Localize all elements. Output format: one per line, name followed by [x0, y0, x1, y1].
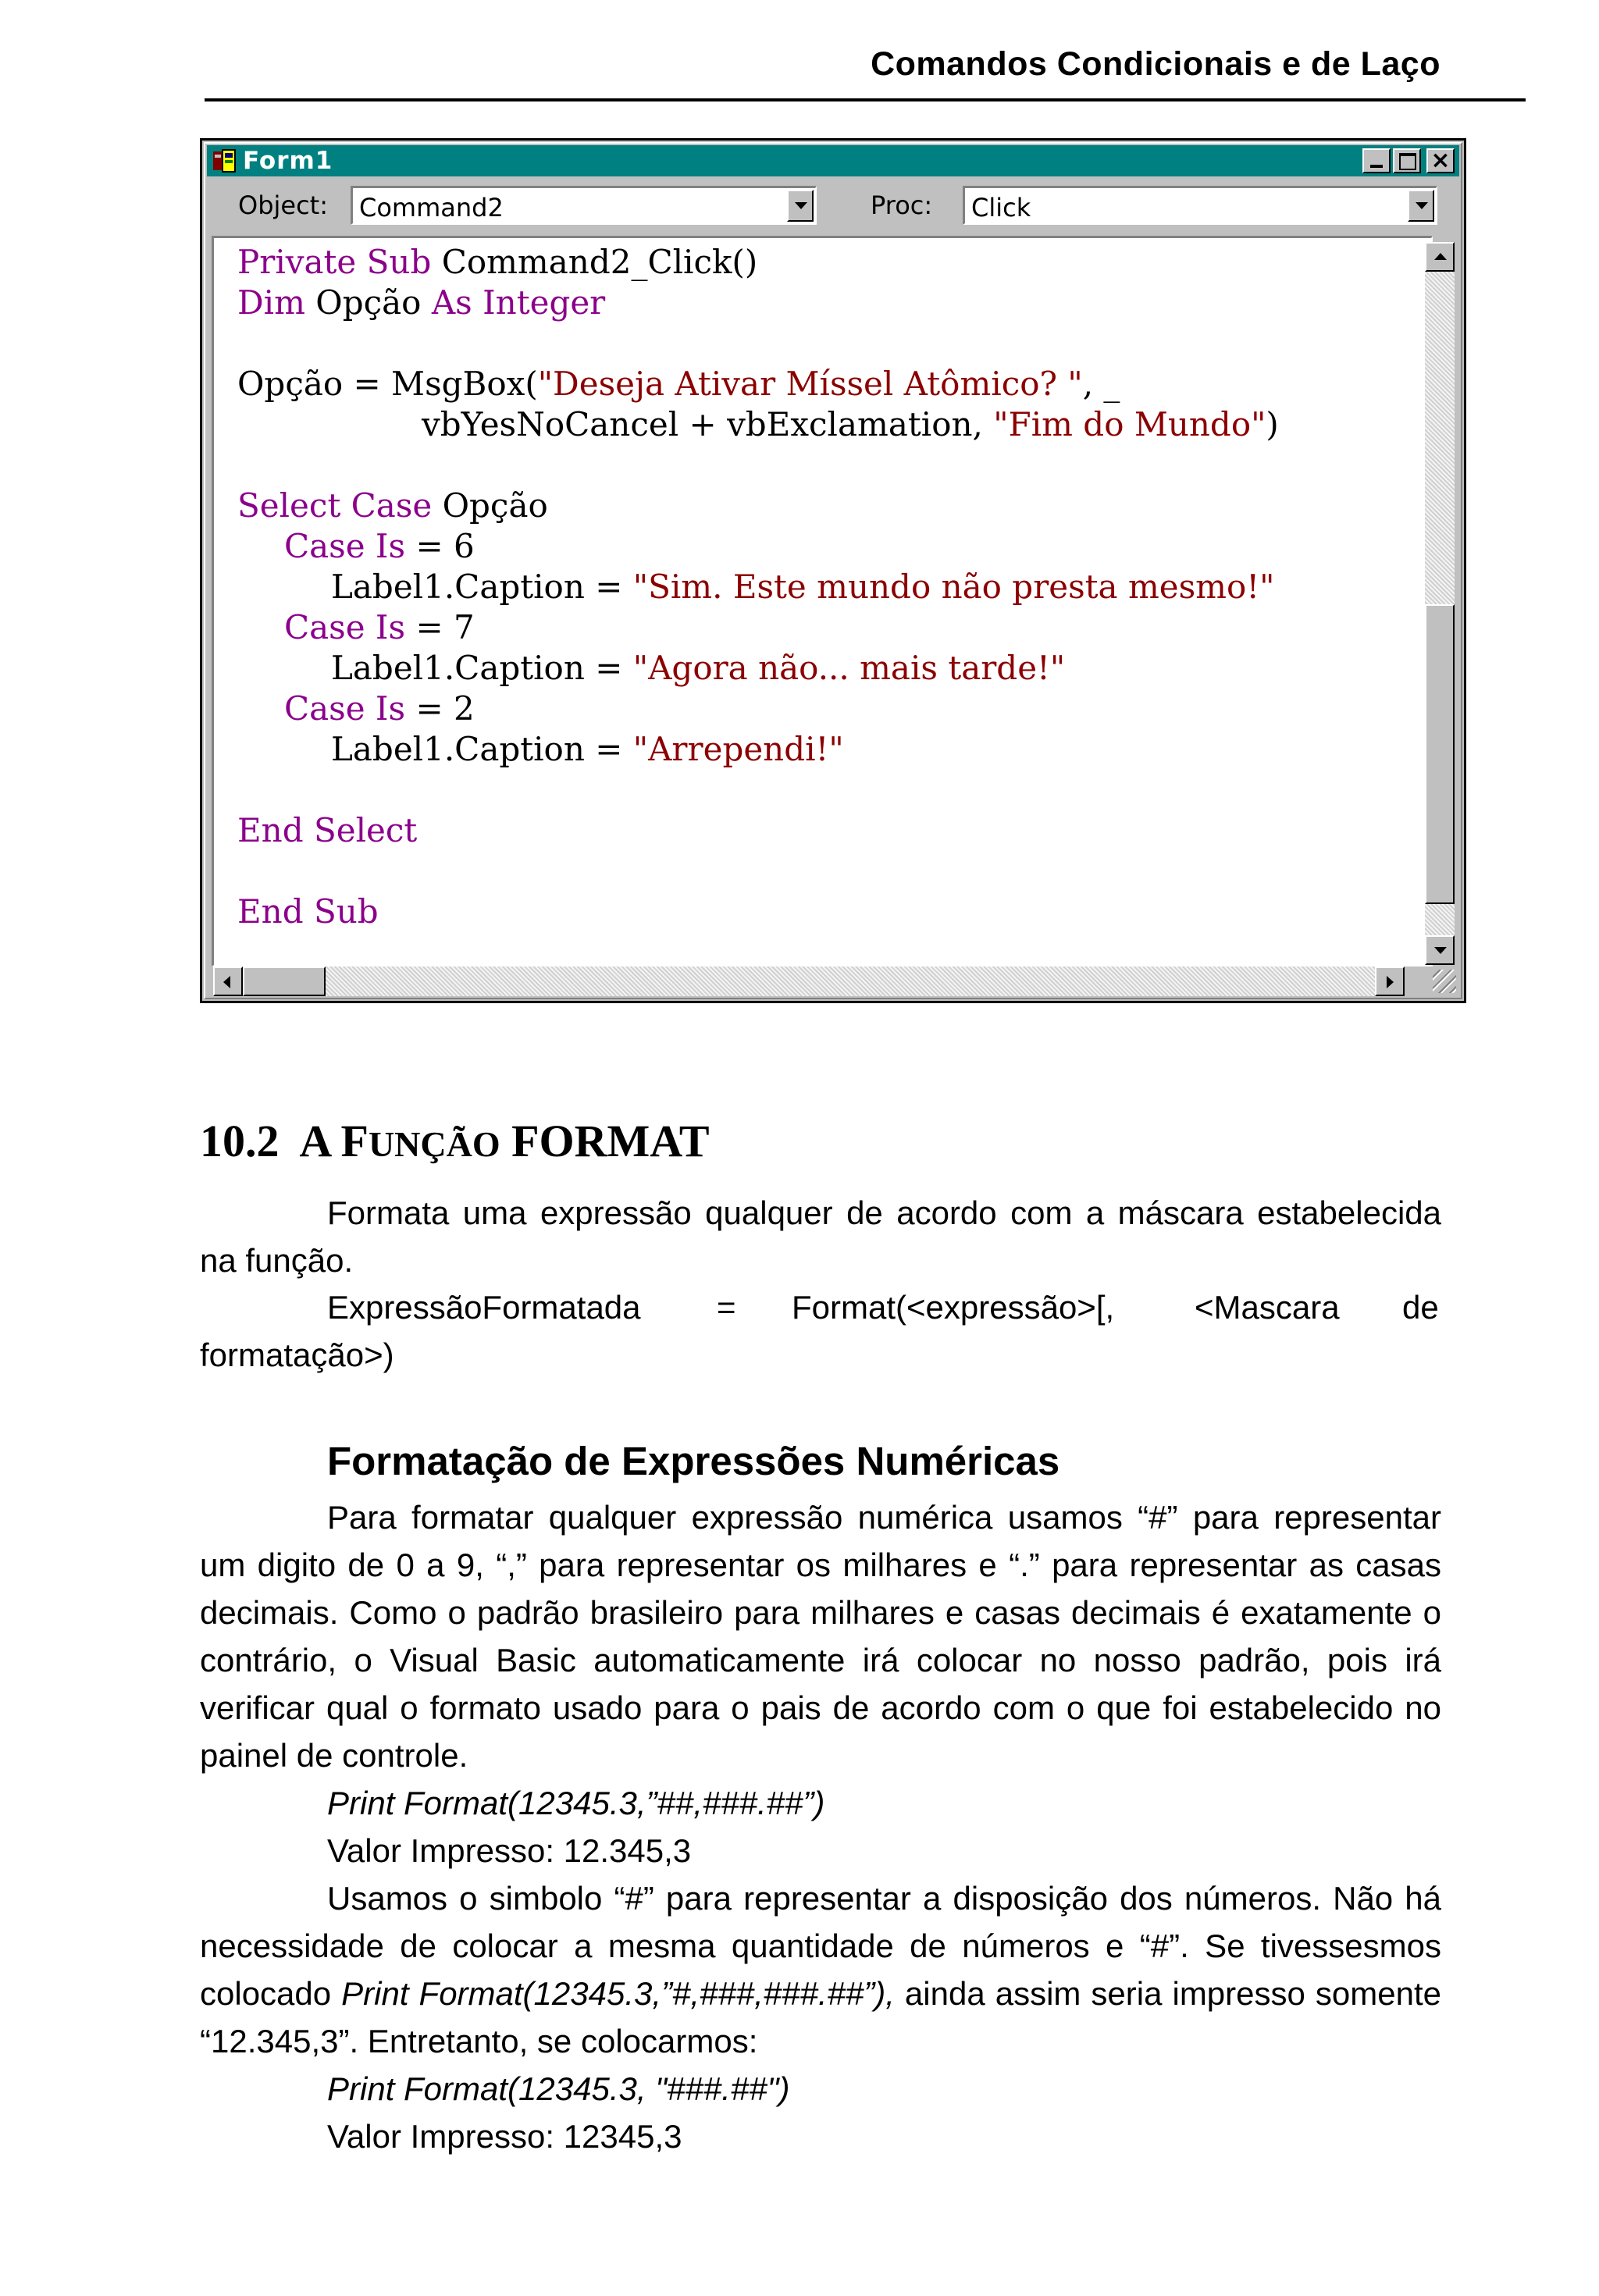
paragraph: Usamos o simbolo “#” para representar a disposição dos números. Não há necessidade de colocar a mesma quantidade de números e “#”. Se tivessesmos colocado Print Format(12345.3,”#,###,###.##”), ainda assim seria impresso somente “12.345,3”. Entretanto, se colocarmos: [200, 1880, 1441, 2059]
arrow-right-icon [1387, 976, 1394, 988]
intro-paragraph: Formata uma expressão qualquer de acordo com a máscara estabelecida na função. [200, 1194, 1441, 1279]
code-line: Case Is = 6 [284, 527, 475, 565]
example-result: Valor Impresso: 12345,3 [327, 2118, 682, 2155]
syntax-part: Format(<expressão>[, [792, 1289, 1115, 1326]
vertical-scroll-thumb[interactable] [1425, 604, 1455, 904]
format-syntax [200, 1283, 1441, 1379]
arrow-up-icon [1434, 253, 1447, 260]
code-line: Dim Opção As Integer [237, 283, 606, 322]
horizontal-scroll-thumb[interactable] [243, 966, 326, 996]
vertical-scrollbar[interactable] [1425, 242, 1455, 965]
chevron-down-icon [795, 202, 807, 209]
subsection-heading: Formatação de Expressões Numéricas [327, 1439, 1060, 1483]
vb-form-icon[interactable] [212, 148, 237, 173]
scroll-down-button[interactable] [1425, 935, 1455, 965]
syntax-part: de [1402, 1289, 1439, 1326]
chevron-down-icon [1416, 202, 1428, 209]
horizontal-scrollbar[interactable] [213, 966, 1405, 996]
close-icon: × [1430, 147, 1451, 174]
paragraph: Para formatar qualquer expressão numérica usamos “#” para representar um digito de 0 a 9, “,” para representar os milhares e “.” para representar as casas decimais. Como o padrão brasileiro para milhares e casas decimais é exatamente o contrário, o Visual Basic automaticamente irá colocar no nosso padrão, pois irá verificar qual o formato usado para o pais de acordo com o que foi estabelecido no painel de controle. [200, 1499, 1441, 1774]
syntax-part: = [717, 1289, 736, 1326]
code-line: vbYesNoCancel + vbExclamation, "Fim do Mundo") [422, 405, 1279, 443]
proc-dropdown-arrow[interactable] [1408, 190, 1434, 222]
maximize-icon [1399, 153, 1416, 170]
object-value: Command2 [359, 193, 504, 222]
scroll-up-button[interactable] [1425, 242, 1455, 272]
example-result: Valor Impresso: 12.345,3 [327, 1832, 692, 1869]
proc-label: Proc: [871, 190, 933, 220]
header-rule [205, 98, 1526, 101]
code-editor[interactable] [212, 236, 1433, 966]
code-example: Print Format(12345.3, "###.##") [327, 2070, 790, 2107]
section-heading: 10.2 A FUNÇÃO FORMAT [200, 1116, 710, 1166]
scroll-left-button[interactable] [213, 966, 243, 996]
code-line: Case Is = 7 [284, 608, 475, 646]
code-line: Opção = MsgBox("Deseja Ativar Míssel Atômico? ", _ [237, 365, 1120, 403]
proc-value: Click [971, 193, 1031, 222]
code-window [200, 138, 1466, 1003]
code-toolbar [207, 184, 1459, 225]
close-button[interactable] [1426, 148, 1455, 173]
syntax-part: ExpressãoFormatada [327, 1289, 641, 1326]
proc-dropdown[interactable] [963, 186, 1437, 225]
code-line: Label1.Caption = "Agora não... mais tarde!" [331, 649, 1066, 687]
arrow-left-icon [223, 976, 230, 988]
syntax-part: formatação>) [200, 1337, 394, 1373]
code-line: Label1.Caption = "Arrependi!" [331, 730, 844, 768]
minimize-button[interactable] [1362, 148, 1391, 173]
arrow-down-icon [1434, 947, 1447, 954]
code-line: Case Is = 2 [284, 689, 475, 728]
maximize-button[interactable] [1393, 148, 1421, 173]
object-label: Object: [238, 190, 328, 220]
resize-grip-icon[interactable] [1433, 970, 1456, 993]
code-line: End Sub [237, 892, 379, 931]
code-example: Print Format(12345.3,”##,###.##”) [327, 1785, 825, 1821]
syntax-part: <Mascara [1195, 1289, 1340, 1326]
object-dropdown-arrow[interactable] [787, 190, 814, 222]
code-line: Select Case Opção [237, 486, 548, 525]
running-header: Comandos Condicionais e de Laço [871, 45, 1441, 83]
code-line: End Select [237, 811, 418, 849]
title-bar[interactable] [207, 145, 1459, 176]
window-title: Form1 [243, 147, 333, 175]
object-dropdown[interactable] [351, 186, 817, 225]
code-line: Private Sub Command2_Click() [237, 243, 758, 281]
scroll-right-button[interactable] [1375, 966, 1405, 996]
code-line: Label1.Caption = "Sim. Este mundo não presta mesmo!" [331, 568, 1275, 606]
title-buttons [1362, 148, 1455, 173]
minimize-icon [1370, 165, 1383, 168]
